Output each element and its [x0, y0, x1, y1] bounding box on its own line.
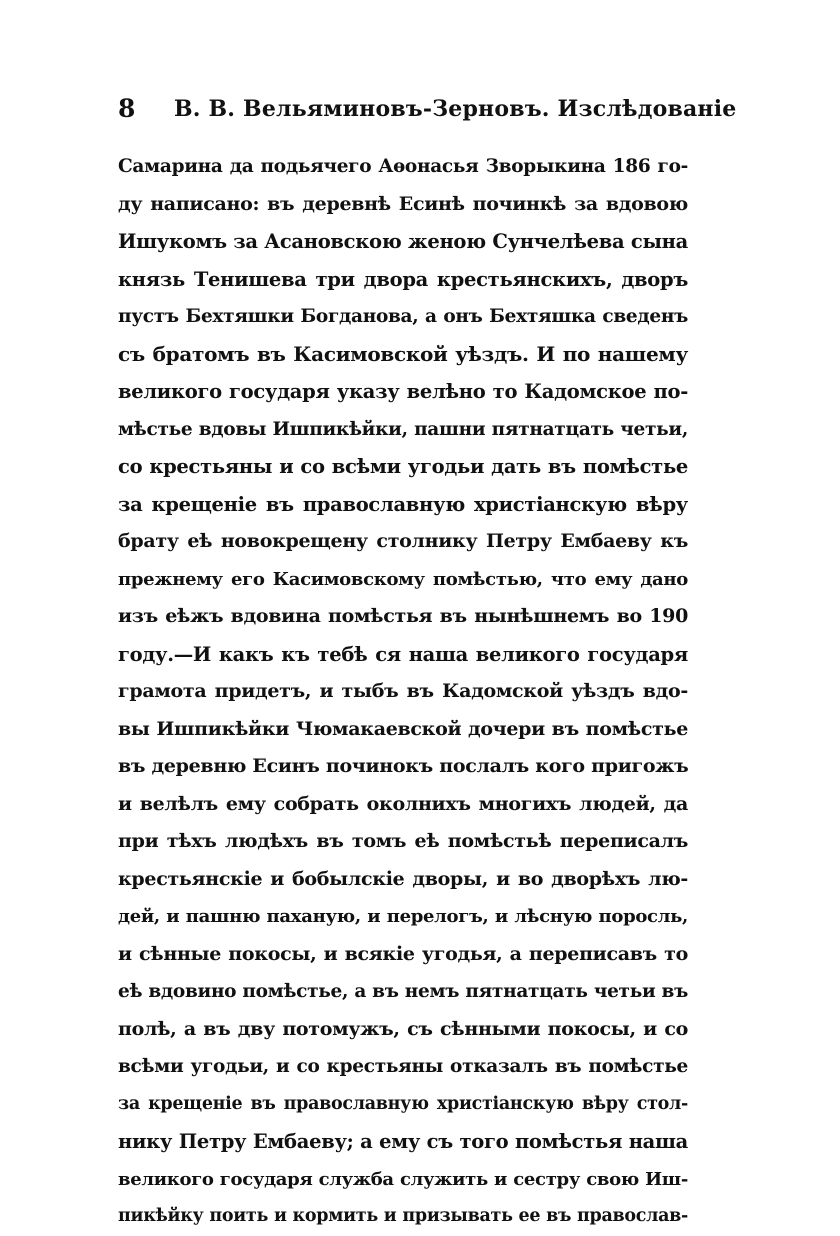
text-line: князь Тенишева три двора крестьянскихъ, дворъ — [118, 267, 688, 291]
text-line: за крещенiе въ православную христiанскую вѣру — [118, 492, 688, 516]
text-line: за крещенiе въ православную христiанскую вѣру стол- — [118, 1093, 688, 1114]
text-line: изъ еѣжъ вдовина помѣстья въ нынѣшнемъ во 190 — [118, 605, 688, 627]
text-line: съ братомъ въ Касимовской уѣздъ. И по нашему — [118, 341, 688, 366]
text-line: Ишукомъ за Асановскою женою Сунчелѣева сына — [118, 230, 688, 253]
page-number: 8 — [118, 94, 136, 123]
text-line: Самарина да подьячего Аѳонасья Зворыкина 186 го- — [118, 156, 688, 177]
text-line: и сѣнные покосы, и всякiе угодья, а переписавъ то — [118, 942, 688, 965]
text-line: великого государя служба служить и сестру свою Иш- — [118, 1168, 688, 1190]
text-line: пустъ Бехтяшки Богданова, а онъ Бехтяшка сведенъ — [118, 306, 688, 327]
text-line: вы Ишпикѣйки Чюмакаевской дочери въ помѣстье — [118, 717, 688, 740]
text-line: въ деревню Есинъ починокъ послалъ кого пригожъ — [118, 755, 689, 777]
text-line: всѣми угодьи, и со крестьяны отказалъ въ помѣстье — [118, 1056, 688, 1077]
text-line: мѣстье вдовы Ишпикѣйки, пашни пятнатцать четьи, — [118, 418, 688, 440]
text-line: при тѣхъ людѣхъ въ томъ еѣ помѣстьѣ переписалъ — [118, 830, 688, 852]
running-head: В. В. Вельяминовъ-Зерновъ. Изслѣдованiе — [174, 96, 737, 122]
text-line: пикѣйку поить и кормить и призывать ее въ православ- — [118, 1206, 688, 1226]
text-line: великого государя указу велѣно то Кадомское по- — [118, 380, 688, 403]
text-line: году.—И какъ къ тебѣ ся наша великого государя — [118, 642, 688, 666]
text-line: крестьянскiе и бобылскiе дворы, и во дворѣхъ лю- — [118, 867, 688, 890]
text-line: нику Петру Ембаеву; а ему съ того помѣстья наша — [118, 1130, 688, 1153]
text-line: со крестьяны и со всѣми угодьи дать въ помѣстье — [118, 455, 688, 478]
text-line: грамота придетъ, и тыбъ въ Кадомской уѣздъ вдо- — [118, 680, 688, 702]
page-header — [118, 92, 737, 126]
text-line: дей, и пашню паханую, и перелогъ, и лѣсную поросль, — [118, 906, 688, 927]
text-line: ду написано: въ деревнѣ Есинѣ починкѣ за вдовою — [118, 192, 688, 215]
text-line: полѣ, а въ дву потомужъ, съ сѣнными покосы, и со — [118, 1017, 688, 1040]
body-text — [118, 148, 688, 1236]
text-line: и велѣлъ ему собрать околнихъ многихъ людей, да — [118, 792, 688, 815]
text-line: еѣ вдовино помѣстье, а въ немъ пятнатцать четьи въ — [118, 981, 688, 1002]
text-line: брату еѣ новокрещену столнику Петру Ембаеву къ — [118, 530, 688, 552]
text-line: прежнему его Касимовскому помѣстью, что ему дано — [118, 568, 688, 590]
